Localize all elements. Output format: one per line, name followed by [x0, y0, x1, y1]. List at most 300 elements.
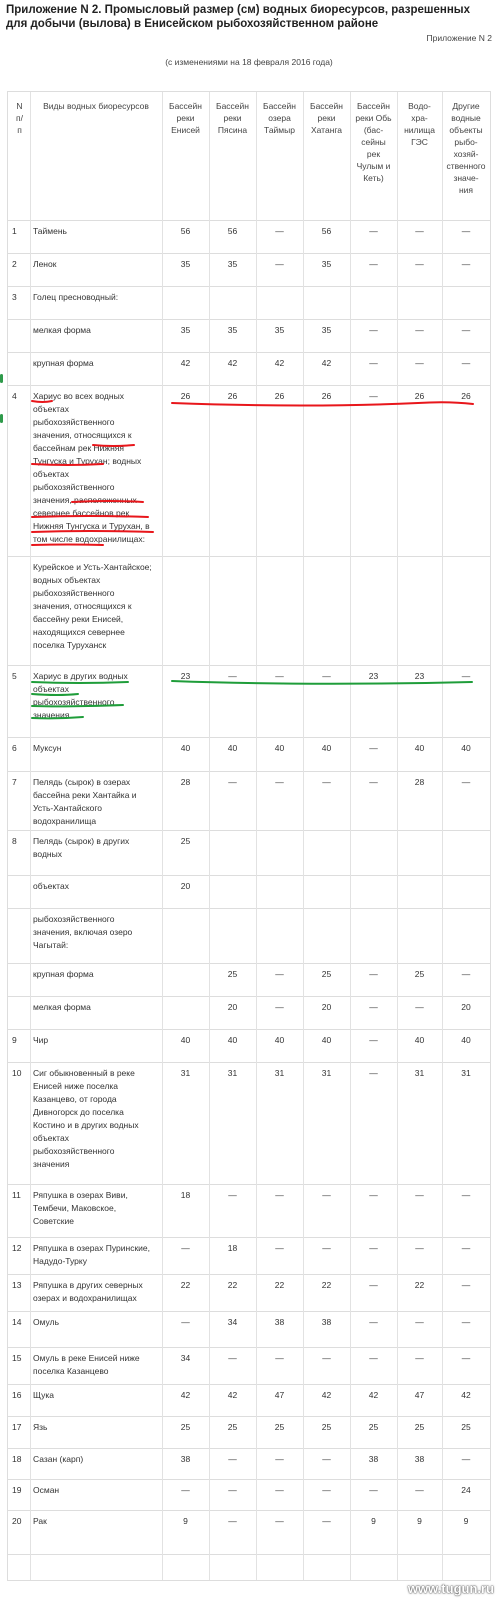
size-value-cell: —: [442, 963, 490, 996]
row-number: 1: [8, 220, 30, 253]
header-cell: [30, 92, 162, 220]
size-value-cell: 31: [397, 1062, 442, 1184]
size-value-cell: 40: [256, 1029, 303, 1062]
size-value-cell: [256, 286, 303, 319]
size-value-cell: —: [303, 771, 350, 830]
size-value-cell: 31: [442, 1062, 490, 1184]
size-value-cell: 22: [162, 1274, 209, 1311]
header-cell: [162, 92, 209, 220]
size-value-cell: 35: [162, 319, 209, 352]
header-cell: [442, 92, 490, 220]
species-line: бассейнам рек Нижняя: [33, 442, 125, 453]
size-value-cell: —: [350, 220, 397, 253]
species-cell: [30, 1062, 162, 1184]
header-line: Чулым и: [356, 161, 391, 171]
size-value-cell: —: [162, 1237, 209, 1274]
table-row: [8, 1311, 490, 1347]
size-value-cell: —: [209, 665, 256, 737]
header-line: озера: [268, 113, 291, 123]
size-value-cell: [303, 286, 350, 319]
species-cell: [30, 1384, 162, 1416]
row-number: 6: [8, 737, 30, 771]
size-value-cell: —: [350, 996, 397, 1029]
row-number: 4: [8, 385, 30, 556]
size-value-cell: [256, 875, 303, 908]
size-value-cell: 42: [162, 1384, 209, 1416]
header-cell: [303, 92, 350, 220]
size-value-cell: —: [162, 1479, 209, 1510]
size-value-cell: 26: [442, 385, 490, 556]
size-value-cell: —: [209, 1510, 256, 1554]
header-line: объекты: [449, 125, 483, 135]
species-line: значения: [33, 1158, 70, 1169]
size-value-cell: 31: [209, 1062, 256, 1184]
header-line: Водо-: [408, 101, 431, 111]
size-value-cell: —: [350, 253, 397, 286]
size-value-cell: —: [397, 1237, 442, 1274]
column-divider: [209, 92, 210, 1580]
species-line: Енисей ниже поселка: [33, 1080, 119, 1091]
species-cell: [30, 963, 162, 996]
size-value-cell: —: [350, 1184, 397, 1237]
species-line: значения, расположенных: [33, 494, 137, 505]
row-number: 13: [8, 1274, 30, 1311]
size-value-cell: —: [303, 665, 350, 737]
column-divider: [303, 92, 304, 1580]
species-cell: [30, 1416, 162, 1448]
species-line: водных: [33, 848, 62, 859]
species-line: Омуль в реке Енисей ниже: [33, 1352, 140, 1363]
species-line: Осман: [33, 1484, 60, 1495]
size-value-cell: [256, 908, 303, 963]
size-value-cell: [256, 830, 303, 875]
row-number: 17: [8, 1416, 30, 1448]
size-value-cell: [350, 908, 397, 963]
row-number: 11: [8, 1184, 30, 1237]
size-value-cell: [397, 908, 442, 963]
species-line: бассейна реки Хантайка и: [33, 789, 137, 800]
species-cell: [30, 352, 162, 385]
column-divider: [256, 92, 257, 1580]
species-cell: [30, 830, 162, 875]
size-value-cell: —: [350, 1274, 397, 1311]
size-value-cell: 40: [303, 1029, 350, 1062]
species-cell: [30, 1510, 162, 1554]
species-line: поселка Казанцево: [33, 1365, 109, 1376]
species-line: Сиг обыкновенный в реке: [33, 1067, 135, 1078]
row-number: 14: [8, 1311, 30, 1347]
size-value-cell: [162, 963, 209, 996]
size-value-cell: 35: [303, 319, 350, 352]
species-line: Сазан (карп): [33, 1453, 84, 1464]
annex-label: Приложение N 2: [426, 33, 492, 43]
row-number: 12: [8, 1237, 30, 1274]
size-value-cell: —: [397, 352, 442, 385]
species-line: озерах и водохранилищах: [33, 1292, 137, 1303]
table-row: [8, 875, 490, 908]
size-value-cell: [209, 556, 256, 665]
species-line: Советские: [33, 1215, 74, 1226]
header-line: водные: [451, 113, 481, 123]
size-value-cell: —: [350, 1062, 397, 1184]
size-value-cell: 42: [442, 1384, 490, 1416]
species-cell: [30, 1274, 162, 1311]
size-value-cell: 40: [256, 737, 303, 771]
species-cell: [30, 1347, 162, 1384]
size-value-cell: —: [256, 1448, 303, 1479]
species-line: значения, относящихся к: [33, 429, 132, 440]
size-value-cell: —: [256, 963, 303, 996]
size-table: [8, 92, 490, 1555]
row-number: [8, 556, 30, 665]
size-value-cell: 20: [303, 996, 350, 1029]
size-value-cell: [303, 908, 350, 963]
header-cell: [8, 92, 30, 220]
size-value-cell: 25: [209, 963, 256, 996]
size-value-cell: —: [256, 1184, 303, 1237]
size-value-cell: —: [256, 1237, 303, 1274]
header-line: Бассейн: [216, 101, 249, 111]
size-value-cell: 25: [209, 1416, 256, 1448]
species-line: значения, включая озеро: [33, 926, 133, 937]
size-value-cell: 42: [303, 352, 350, 385]
row-number: 15: [8, 1347, 30, 1384]
size-value-cell: 25: [397, 1416, 442, 1448]
size-value-cell: —: [397, 1479, 442, 1510]
size-value-cell: —: [209, 1347, 256, 1384]
species-cell: [30, 875, 162, 908]
size-value-cell: [209, 286, 256, 319]
species-line: Надудо-Турку: [33, 1255, 87, 1266]
table-row: [8, 771, 490, 830]
species-line: Рак: [33, 1515, 47, 1526]
row-number: 18: [8, 1448, 30, 1479]
header-line: Кеть): [363, 173, 384, 183]
size-value-cell: —: [397, 1311, 442, 1347]
size-value-cell: 22: [256, 1274, 303, 1311]
size-value-cell: 25: [162, 830, 209, 875]
size-value-cell: 34: [162, 1347, 209, 1384]
species-cell: [30, 737, 162, 771]
size-value-cell: 31: [162, 1062, 209, 1184]
size-value-cell: —: [350, 385, 397, 556]
species-cell: [30, 1184, 162, 1237]
size-value-cell: [442, 286, 490, 319]
size-value-cell: [162, 556, 209, 665]
header-cell: [397, 92, 442, 220]
size-value-cell: 24: [442, 1479, 490, 1510]
size-table-container: [7, 91, 491, 1581]
size-value-cell: —: [256, 220, 303, 253]
size-value-cell: [209, 875, 256, 908]
header-cell: [350, 92, 397, 220]
table-row: [8, 665, 490, 737]
species-cell: [30, 1311, 162, 1347]
species-line: Чир: [33, 1034, 49, 1045]
size-value-cell: —: [303, 1510, 350, 1554]
size-value-cell: 35: [209, 319, 256, 352]
size-value-cell: 35: [209, 253, 256, 286]
size-value-cell: —: [397, 220, 442, 253]
size-value-cell: [350, 286, 397, 319]
table-row: [8, 1347, 490, 1384]
size-value-cell: [303, 830, 350, 875]
amendment-note: (с изменениями на 18 февраля 2016 года): [165, 57, 333, 67]
size-value-cell: 9: [162, 1510, 209, 1554]
size-value-cell: —: [442, 1237, 490, 1274]
size-value-cell: 25: [442, 1416, 490, 1448]
table-row: [8, 1062, 490, 1184]
size-value-cell: 23: [397, 665, 442, 737]
species-line: объектах: [33, 1132, 69, 1143]
size-value-cell: [442, 556, 490, 665]
species-line: Пелядь (сырок) в других: [33, 835, 130, 846]
size-value-cell: —: [256, 253, 303, 286]
species-line: значения, относящихся к: [33, 600, 132, 611]
header-line: (бас-: [363, 125, 384, 135]
size-value-cell: [162, 996, 209, 1029]
size-value-cell: 40: [397, 1029, 442, 1062]
size-value-cell: —: [350, 1311, 397, 1347]
row-number: 10: [8, 1062, 30, 1184]
edge-marker: [0, 414, 3, 423]
size-value-cell: [303, 875, 350, 908]
header-line: хозяй-: [453, 149, 479, 159]
size-value-cell: [442, 830, 490, 875]
size-value-cell: [397, 556, 442, 665]
species-line: Щука: [33, 1389, 55, 1400]
species-line: Голец пресноводный:: [33, 291, 119, 302]
size-value-cell: —: [397, 253, 442, 286]
header-line: сейны: [361, 137, 386, 147]
species-line: бассейну реки Енисей,: [33, 613, 124, 624]
table-header-row: [8, 92, 490, 220]
size-value-cell: 42: [209, 1384, 256, 1416]
size-value-cell: 25: [303, 963, 350, 996]
size-value-cell: 35: [162, 253, 209, 286]
size-value-cell: [162, 286, 209, 319]
header-line: Виды водных биоресурсов: [43, 101, 149, 111]
species-cell: [30, 286, 162, 319]
size-value-cell: 38: [303, 1311, 350, 1347]
size-value-cell: 26: [209, 385, 256, 556]
table-row: [8, 1479, 490, 1510]
header-line: Енисей: [171, 125, 200, 135]
size-value-cell: —: [350, 352, 397, 385]
document-title: Приложение N 2. Промысловый размер (см) водных биоресурсов, разрешенных для добычи (вылова) в Енисейском рыбохозяйственном районе: [6, 4, 471, 30]
size-value-cell: —: [303, 1448, 350, 1479]
size-value-cell: 9: [442, 1510, 490, 1554]
column-divider: [442, 92, 443, 1580]
header-line: ГЭС: [411, 137, 428, 147]
size-value-cell: —: [350, 963, 397, 996]
species-line: водохранилища: [33, 815, 97, 826]
header-line: Бассейн: [169, 101, 202, 111]
column-divider: [397, 92, 398, 1580]
size-value-cell: 26: [256, 385, 303, 556]
size-value-cell: —: [256, 771, 303, 830]
size-value-cell: 22: [397, 1274, 442, 1311]
size-value-cell: —: [442, 1347, 490, 1384]
size-value-cell: —: [442, 771, 490, 830]
size-value-cell: —: [209, 771, 256, 830]
size-value-cell: 40: [209, 1029, 256, 1062]
species-line: рыбохозяйственного: [33, 913, 115, 924]
species-line: находящихся севернее: [33, 626, 125, 637]
column-divider: [350, 92, 351, 1580]
edge-marker: [0, 374, 3, 383]
size-value-cell: 26: [303, 385, 350, 556]
table-row: [8, 319, 490, 352]
species-line: Костино и в других водных: [33, 1119, 139, 1130]
size-value-cell: 20: [162, 875, 209, 908]
species-line: севернее бассейнов рек: [33, 507, 130, 518]
table-row: [8, 1384, 490, 1416]
species-line: крупная форма: [33, 357, 94, 368]
size-value-cell: 35: [303, 253, 350, 286]
size-value-cell: —: [350, 1479, 397, 1510]
header-cell: [209, 92, 256, 220]
species-cell: [30, 385, 162, 556]
species-line: Ленок: [33, 258, 57, 269]
table-row: [8, 253, 490, 286]
size-value-cell: [397, 286, 442, 319]
header-line: Другие: [452, 101, 480, 111]
species-line: Усть-Хантайского: [33, 802, 103, 813]
size-value-cell: 20: [209, 996, 256, 1029]
column-divider: [30, 92, 31, 1580]
species-cell: [30, 220, 162, 253]
size-value-cell: —: [397, 1347, 442, 1384]
header-line: Хатанга: [310, 125, 343, 135]
species-line: Пелядь (сырок) в озерах: [33, 776, 131, 787]
species-line: рыбохозяйственного: [33, 416, 115, 427]
size-value-cell: 23: [162, 665, 209, 737]
size-value-cell: —: [209, 1479, 256, 1510]
species-line: рыбохозяйственного: [33, 587, 115, 598]
size-value-cell: —: [350, 771, 397, 830]
table-row: [8, 1448, 490, 1479]
species-cell: [30, 908, 162, 963]
table-row: [8, 996, 490, 1029]
size-value-cell: 40: [397, 737, 442, 771]
size-value-cell: 23: [350, 665, 397, 737]
header-cell: [256, 92, 303, 220]
header-line: N: [16, 101, 23, 111]
header-line: нилища: [404, 125, 435, 135]
size-value-cell: 26: [162, 385, 209, 556]
row-number: [8, 996, 30, 1029]
species-line: крупная форма: [33, 968, 94, 979]
size-value-cell: —: [303, 1479, 350, 1510]
size-value-cell: —: [162, 1311, 209, 1347]
row-number: 3: [8, 286, 30, 319]
size-value-cell: —: [350, 319, 397, 352]
species-cell: [30, 771, 162, 830]
species-cell: [30, 253, 162, 286]
species-line: поселка Туруханск: [33, 639, 107, 650]
species-line: Омуль: [33, 1316, 60, 1327]
species-line: рыбохозяйственного: [33, 696, 115, 707]
species-line: Таймень: [33, 225, 67, 236]
size-value-cell: 42: [162, 352, 209, 385]
species-line: Ряпушка в озерах Виви,: [33, 1189, 128, 1200]
size-value-cell: —: [397, 1184, 442, 1237]
size-value-cell: [209, 830, 256, 875]
size-value-cell: 56: [303, 220, 350, 253]
size-value-cell: 25: [303, 1416, 350, 1448]
species-cell: [30, 996, 162, 1029]
table-row: [8, 830, 490, 875]
header-line: ственного: [446, 161, 486, 171]
species-line: Хариус в других водных: [33, 670, 128, 681]
size-value-cell: 56: [209, 220, 256, 253]
table-row: [8, 556, 490, 665]
header-line: Пясина: [217, 125, 248, 135]
species-cell: [30, 319, 162, 352]
size-value-cell: 35: [256, 319, 303, 352]
species-line: водных объектах: [33, 574, 101, 585]
size-value-cell: —: [442, 1448, 490, 1479]
size-value-cell: 40: [162, 737, 209, 771]
size-value-cell: 18: [162, 1184, 209, 1237]
table-row: [8, 220, 490, 253]
row-number: [8, 908, 30, 963]
species-cell: [30, 665, 162, 737]
header-line: п: [17, 125, 22, 135]
table-row: [8, 1029, 490, 1062]
watermark: www.tugun.ru: [407, 1581, 494, 1596]
size-value-cell: 20: [442, 996, 490, 1029]
size-value-cell: 38: [350, 1448, 397, 1479]
size-value-cell: —: [256, 1510, 303, 1554]
header-line: Таймыр: [264, 125, 295, 135]
row-number: 20: [8, 1510, 30, 1554]
table-row: [8, 1274, 490, 1311]
size-value-cell: 28: [397, 771, 442, 830]
species-line: объектах: [33, 403, 69, 414]
header-line: рек: [366, 149, 381, 159]
header-line: реки: [317, 113, 336, 123]
species-line: Дивногорск до поселка: [33, 1106, 124, 1117]
species-cell: [30, 1479, 162, 1510]
species-line: значения: [33, 709, 70, 720]
size-value-cell: 42: [303, 1384, 350, 1416]
size-value-cell: [303, 556, 350, 665]
size-value-cell: 40: [303, 737, 350, 771]
size-value-cell: 18: [209, 1237, 256, 1274]
header-line: п/: [16, 113, 23, 123]
header-line: Бассейн: [357, 101, 390, 111]
row-number: 9: [8, 1029, 30, 1062]
species-cell: [30, 556, 162, 665]
size-value-cell: [350, 830, 397, 875]
size-value-cell: —: [256, 1347, 303, 1384]
species-line: Муксун: [33, 742, 62, 753]
header-line: реки: [223, 113, 242, 123]
size-value-cell: —: [350, 737, 397, 771]
row-number: [8, 352, 30, 385]
table-row: [8, 1416, 490, 1448]
species-line: объектах: [33, 880, 69, 891]
size-value-cell: 38: [256, 1311, 303, 1347]
size-value-cell: 42: [209, 352, 256, 385]
size-value-cell: —: [303, 1237, 350, 1274]
size-value-cell: 22: [209, 1274, 256, 1311]
header-line: хра-: [411, 113, 428, 123]
species-line: рыбохозяйственного: [33, 1145, 115, 1156]
size-value-cell: —: [256, 665, 303, 737]
